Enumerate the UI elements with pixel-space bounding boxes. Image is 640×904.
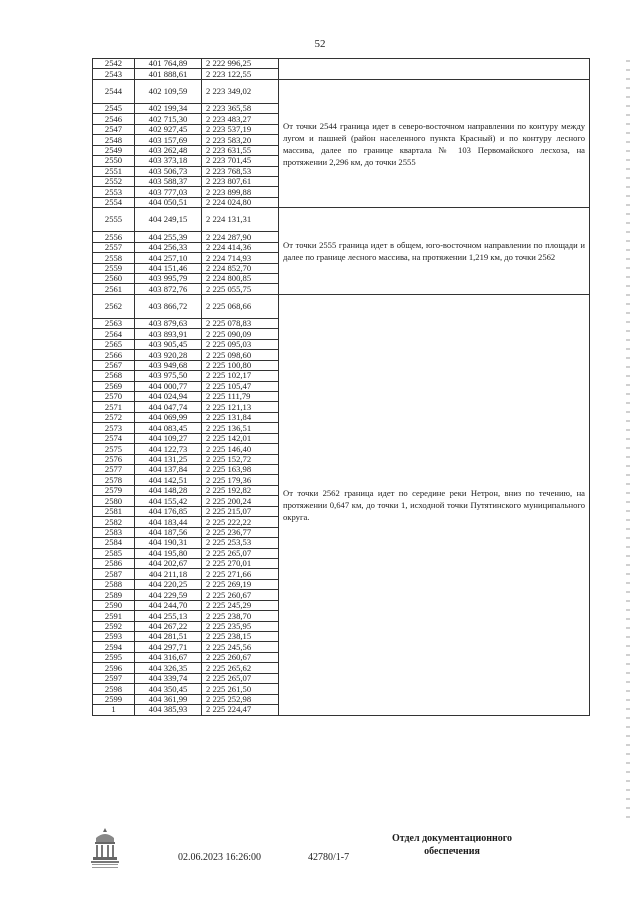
point-number-cell: 2562 — [93, 294, 135, 318]
boundary-description: От точки 2544 граница идет в северо-восточном направлении по контуру между лугом и пашней (район населенного пункта Красный) и по контуру лесного массива, далее по границе квартала № 103 Первомайского лесхоза, на протяжении 2,296 км, до точки 2555 — [279, 79, 590, 207]
y-coordinate-cell: 2 225 252,98 — [202, 694, 279, 704]
point-number-cell: 2568 — [93, 371, 135, 381]
point-number-cell: 2582 — [93, 517, 135, 527]
x-coordinate-cell: 403 995,79 — [135, 274, 202, 284]
x-coordinate-cell: 403 588,37 — [135, 176, 202, 186]
y-coordinate-cell: 2 225 068,66 — [202, 294, 279, 318]
x-coordinate-cell: 404 155,42 — [135, 496, 202, 506]
y-coordinate-cell: 2 225 261,50 — [202, 684, 279, 694]
x-coordinate-cell: 404 131,25 — [135, 454, 202, 464]
x-coordinate-cell: 404 187,56 — [135, 527, 202, 537]
page-number: 52 — [314, 38, 326, 50]
x-coordinate-cell: 404 229,59 — [135, 590, 202, 600]
x-coordinate-cell: 404 183,44 — [135, 517, 202, 527]
y-coordinate-cell: 2 225 253,53 — [202, 538, 279, 548]
y-coordinate-cell: 2 225 136,51 — [202, 423, 279, 433]
y-coordinate-cell: 2 225 269,19 — [202, 579, 279, 589]
y-coordinate-cell: 2 224 414,36 — [202, 242, 279, 252]
point-number-cell: 2555 — [93, 208, 135, 232]
point-number-cell: 2550 — [93, 156, 135, 166]
x-coordinate-cell: 404 151,46 — [135, 263, 202, 273]
y-coordinate-cell: 2 224 024,80 — [202, 197, 279, 207]
point-number-cell: 2549 — [93, 145, 135, 155]
duma-emblem-icon — [88, 826, 122, 876]
y-coordinate-cell: 2 225 192,82 — [202, 485, 279, 495]
point-number-cell: 2598 — [93, 684, 135, 694]
point-number-cell: 2595 — [93, 652, 135, 662]
y-coordinate-cell: 2 225 105,47 — [202, 381, 279, 391]
point-number-cell: 2566 — [93, 350, 135, 360]
y-coordinate-cell: 2 225 260,67 — [202, 590, 279, 600]
x-coordinate-cell: 403 905,45 — [135, 339, 202, 349]
y-coordinate-cell: 2 223 122,55 — [202, 69, 279, 79]
y-coordinate-cell: 2 224 852,70 — [202, 263, 279, 273]
x-coordinate-cell: 404 083,45 — [135, 423, 202, 433]
x-coordinate-cell: 404 176,85 — [135, 506, 202, 516]
x-coordinate-cell: 403 872,76 — [135, 284, 202, 294]
y-coordinate-cell: 2 225 265,07 — [202, 673, 279, 683]
point-number-cell: 2544 — [93, 79, 135, 103]
x-coordinate-cell: 402 715,30 — [135, 114, 202, 124]
coordinates-table-body — [93, 59, 590, 716]
x-coordinate-cell: 404 256,33 — [135, 242, 202, 252]
point-number-cell: 2547 — [93, 124, 135, 134]
point-number-cell: 2573 — [93, 423, 135, 433]
point-number-cell: 2560 — [93, 274, 135, 284]
point-number-cell: 2553 — [93, 187, 135, 197]
x-coordinate-cell: 404 211,18 — [135, 569, 202, 579]
y-coordinate-cell: 2 225 100,80 — [202, 360, 279, 370]
point-number-cell: 2567 — [93, 360, 135, 370]
x-coordinate-cell: 404 000,77 — [135, 381, 202, 391]
x-coordinate-cell: 404 050,51 — [135, 197, 202, 207]
x-coordinate-cell: 404 361,99 — [135, 694, 202, 704]
x-coordinate-cell: 404 244,70 — [135, 600, 202, 610]
coordinates-table — [92, 58, 590, 716]
y-coordinate-cell: 2 223 483,27 — [202, 114, 279, 124]
y-coordinate-cell: 2 225 265,62 — [202, 663, 279, 673]
point-number-cell: 2557 — [93, 242, 135, 252]
x-coordinate-cell: 404 024,94 — [135, 391, 202, 401]
point-number-cell: 2564 — [93, 329, 135, 339]
y-coordinate-cell: 2 225 163,98 — [202, 465, 279, 475]
point-number-cell: 2571 — [93, 402, 135, 412]
boundary-description: От точки 2555 граница идет в общем, юго-восточном направлении по площади и далее по границе лесного массива, на протяжении 1,219 км, до точки 2562 — [279, 208, 590, 295]
x-coordinate-cell: 404 385,93 — [135, 705, 202, 715]
y-coordinate-cell: 2 222 996,25 — [202, 59, 279, 69]
point-number-cell: 2575 — [93, 444, 135, 454]
x-coordinate-cell: 403 506,73 — [135, 166, 202, 176]
x-coordinate-cell: 403 777,03 — [135, 187, 202, 197]
point-number-cell: 2572 — [93, 412, 135, 422]
y-coordinate-cell: 2 225 055,75 — [202, 284, 279, 294]
point-number-cell: 2596 — [93, 663, 135, 673]
x-coordinate-cell: 401 764,89 — [135, 59, 202, 69]
point-number-cell: 2599 — [93, 694, 135, 704]
point-number-cell: 2584 — [93, 538, 135, 548]
footer-date: 02.06.2023 16:26:00 — [178, 852, 262, 863]
y-coordinate-cell: 2 225 098,60 — [202, 350, 279, 360]
point-number-cell: 2552 — [93, 176, 135, 186]
point-number-cell: 2546 — [93, 114, 135, 124]
table-row — [93, 59, 590, 69]
point-number-cell: 2586 — [93, 558, 135, 568]
table-row — [93, 294, 590, 318]
x-coordinate-cell: 404 267,22 — [135, 621, 202, 631]
table-row — [93, 79, 590, 103]
y-coordinate-cell: 2 225 238,15 — [202, 632, 279, 642]
y-coordinate-cell: 2 225 200,24 — [202, 496, 279, 506]
footer-registration-number: 42780/1-7 — [308, 852, 350, 863]
point-number-cell: 2589 — [93, 590, 135, 600]
x-coordinate-cell: 403 157,69 — [135, 135, 202, 145]
y-coordinate-cell: 2 225 142,01 — [202, 433, 279, 443]
x-coordinate-cell: 404 281,51 — [135, 632, 202, 642]
point-number-cell: 2592 — [93, 621, 135, 631]
x-coordinate-cell: 403 920,28 — [135, 350, 202, 360]
point-number-cell: 2583 — [93, 527, 135, 537]
x-coordinate-cell: 403 949,68 — [135, 360, 202, 370]
point-number-cell: 2558 — [93, 253, 135, 263]
point-number-cell: 2559 — [93, 263, 135, 273]
point-number-cell: 2593 — [93, 632, 135, 642]
y-coordinate-cell: 2 224 287,90 — [202, 232, 279, 242]
point-number-cell: 2585 — [93, 548, 135, 558]
point-number-cell: 2548 — [93, 135, 135, 145]
x-coordinate-cell: 404 122,73 — [135, 444, 202, 454]
y-coordinate-cell: 2 225 095,03 — [202, 339, 279, 349]
point-number-cell: 2588 — [93, 579, 135, 589]
point-number-cell: 2569 — [93, 381, 135, 391]
point-number-cell: 2591 — [93, 611, 135, 621]
point-number-cell: 2556 — [93, 232, 135, 242]
y-coordinate-cell: 2 223 768,53 — [202, 166, 279, 176]
y-coordinate-cell: 2 225 265,07 — [202, 548, 279, 558]
y-coordinate-cell: 2 223 899,88 — [202, 187, 279, 197]
y-coordinate-cell: 2 225 179,36 — [202, 475, 279, 485]
x-coordinate-cell: 404 069,99 — [135, 412, 202, 422]
point-number-cell: 2545 — [93, 103, 135, 113]
y-coordinate-cell: 2 225 121,13 — [202, 402, 279, 412]
point-number-cell: 2587 — [93, 569, 135, 579]
point-number-cell: 2561 — [93, 284, 135, 294]
x-coordinate-cell: 403 373,18 — [135, 156, 202, 166]
y-coordinate-cell: 2 224 800,85 — [202, 274, 279, 284]
y-coordinate-cell: 2 223 537,19 — [202, 124, 279, 134]
boundary-description: От точки 2562 граница идет по середине реки Нетрон, вниз по течению, на протяжении 0,647 км, до точки 1, исходной точки Путятинского муниципального округа. — [279, 294, 590, 715]
point-number-cell: 2574 — [93, 433, 135, 443]
y-coordinate-cell: 2 225 222,22 — [202, 517, 279, 527]
x-coordinate-cell: 404 316,67 — [135, 652, 202, 662]
y-coordinate-cell: 2 223 583,20 — [202, 135, 279, 145]
x-coordinate-cell: 403 893,91 — [135, 329, 202, 339]
point-number-cell: 2551 — [93, 166, 135, 176]
x-coordinate-cell: 402 199,34 — [135, 103, 202, 113]
y-coordinate-cell: 2 225 215,07 — [202, 506, 279, 516]
point-number-cell: 2590 — [93, 600, 135, 610]
y-coordinate-cell: 2 225 102,17 — [202, 371, 279, 381]
x-coordinate-cell: 404 257,10 — [135, 253, 202, 263]
point-number-cell: 2594 — [93, 642, 135, 652]
y-coordinate-cell: 2 225 078,83 — [202, 318, 279, 328]
y-coordinate-cell: 2 223 365,58 — [202, 103, 279, 113]
x-coordinate-cell: 402 109,59 — [135, 79, 202, 103]
x-coordinate-cell: 404 202,67 — [135, 558, 202, 568]
x-coordinate-cell: 403 866,72 — [135, 294, 202, 318]
point-number-cell: 2581 — [93, 506, 135, 516]
x-coordinate-cell: 403 975,50 — [135, 371, 202, 381]
point-number-cell: 1 — [93, 705, 135, 715]
x-coordinate-cell: 404 142,51 — [135, 475, 202, 485]
x-coordinate-cell: 402 927,45 — [135, 124, 202, 134]
x-coordinate-cell: 404 109,27 — [135, 433, 202, 443]
y-coordinate-cell: 2 225 260,67 — [202, 652, 279, 662]
y-coordinate-cell: 2 225 224,47 — [202, 705, 279, 715]
x-coordinate-cell: 404 326,35 — [135, 663, 202, 673]
y-coordinate-cell: 2 225 236,77 — [202, 527, 279, 537]
empty-description — [279, 59, 590, 80]
y-coordinate-cell: 2 225 245,29 — [202, 600, 279, 610]
x-coordinate-cell: 404 047,74 — [135, 402, 202, 412]
y-coordinate-cell: 2 225 245,56 — [202, 642, 279, 652]
x-coordinate-cell: 401 888,61 — [135, 69, 202, 79]
y-coordinate-cell: 2 223 701,45 — [202, 156, 279, 166]
side-stamp-dots — [626, 60, 630, 820]
point-number-cell: 2554 — [93, 197, 135, 207]
x-coordinate-cell: 404 249,15 — [135, 208, 202, 232]
point-number-cell: 2565 — [93, 339, 135, 349]
point-number-cell: 2563 — [93, 318, 135, 328]
y-coordinate-cell: 2 223 349,02 — [202, 79, 279, 103]
y-coordinate-cell: 2 224 131,31 — [202, 208, 279, 232]
x-coordinate-cell: 404 255,13 — [135, 611, 202, 621]
y-coordinate-cell: 2 225 146,40 — [202, 444, 279, 454]
point-number-cell: 2576 — [93, 454, 135, 464]
y-coordinate-cell: 2 225 270,01 — [202, 558, 279, 568]
x-coordinate-cell: 404 190,31 — [135, 538, 202, 548]
x-coordinate-cell: 404 255,39 — [135, 232, 202, 242]
x-coordinate-cell: 404 137,84 — [135, 465, 202, 475]
x-coordinate-cell: 404 195,80 — [135, 548, 202, 558]
x-coordinate-cell: 404 220,25 — [135, 579, 202, 589]
y-coordinate-cell: 2 225 238,70 — [202, 611, 279, 621]
x-coordinate-cell: 404 297,71 — [135, 642, 202, 652]
point-number-cell: 2542 — [93, 59, 135, 69]
x-coordinate-cell: 404 148,28 — [135, 485, 202, 495]
footer-department: Отдел документационного обеспечения — [391, 833, 513, 857]
y-coordinate-cell: 2 224 714,93 — [202, 253, 279, 263]
x-coordinate-cell: 404 350,45 — [135, 684, 202, 694]
point-number-cell: 2578 — [93, 475, 135, 485]
y-coordinate-cell: 2 225 271,66 — [202, 569, 279, 579]
table-row — [93, 208, 590, 232]
y-coordinate-cell: 2 225 131,84 — [202, 412, 279, 422]
x-coordinate-cell: 403 879,63 — [135, 318, 202, 328]
y-coordinate-cell: 2 225 235,95 — [202, 621, 279, 631]
point-number-cell: 2579 — [93, 485, 135, 495]
point-number-cell: 2543 — [93, 69, 135, 79]
x-coordinate-cell: 403 262,48 — [135, 145, 202, 155]
y-coordinate-cell: 2 225 152,72 — [202, 454, 279, 464]
y-coordinate-cell: 2 225 111,79 — [202, 391, 279, 401]
point-number-cell: 2597 — [93, 673, 135, 683]
point-number-cell: 2577 — [93, 465, 135, 475]
y-coordinate-cell: 2 223 631,55 — [202, 145, 279, 155]
point-number-cell: 2570 — [93, 391, 135, 401]
y-coordinate-cell: 2 225 090,09 — [202, 329, 279, 339]
x-coordinate-cell: 404 339,74 — [135, 673, 202, 683]
point-number-cell: 2580 — [93, 496, 135, 506]
y-coordinate-cell: 2 223 807,61 — [202, 176, 279, 186]
